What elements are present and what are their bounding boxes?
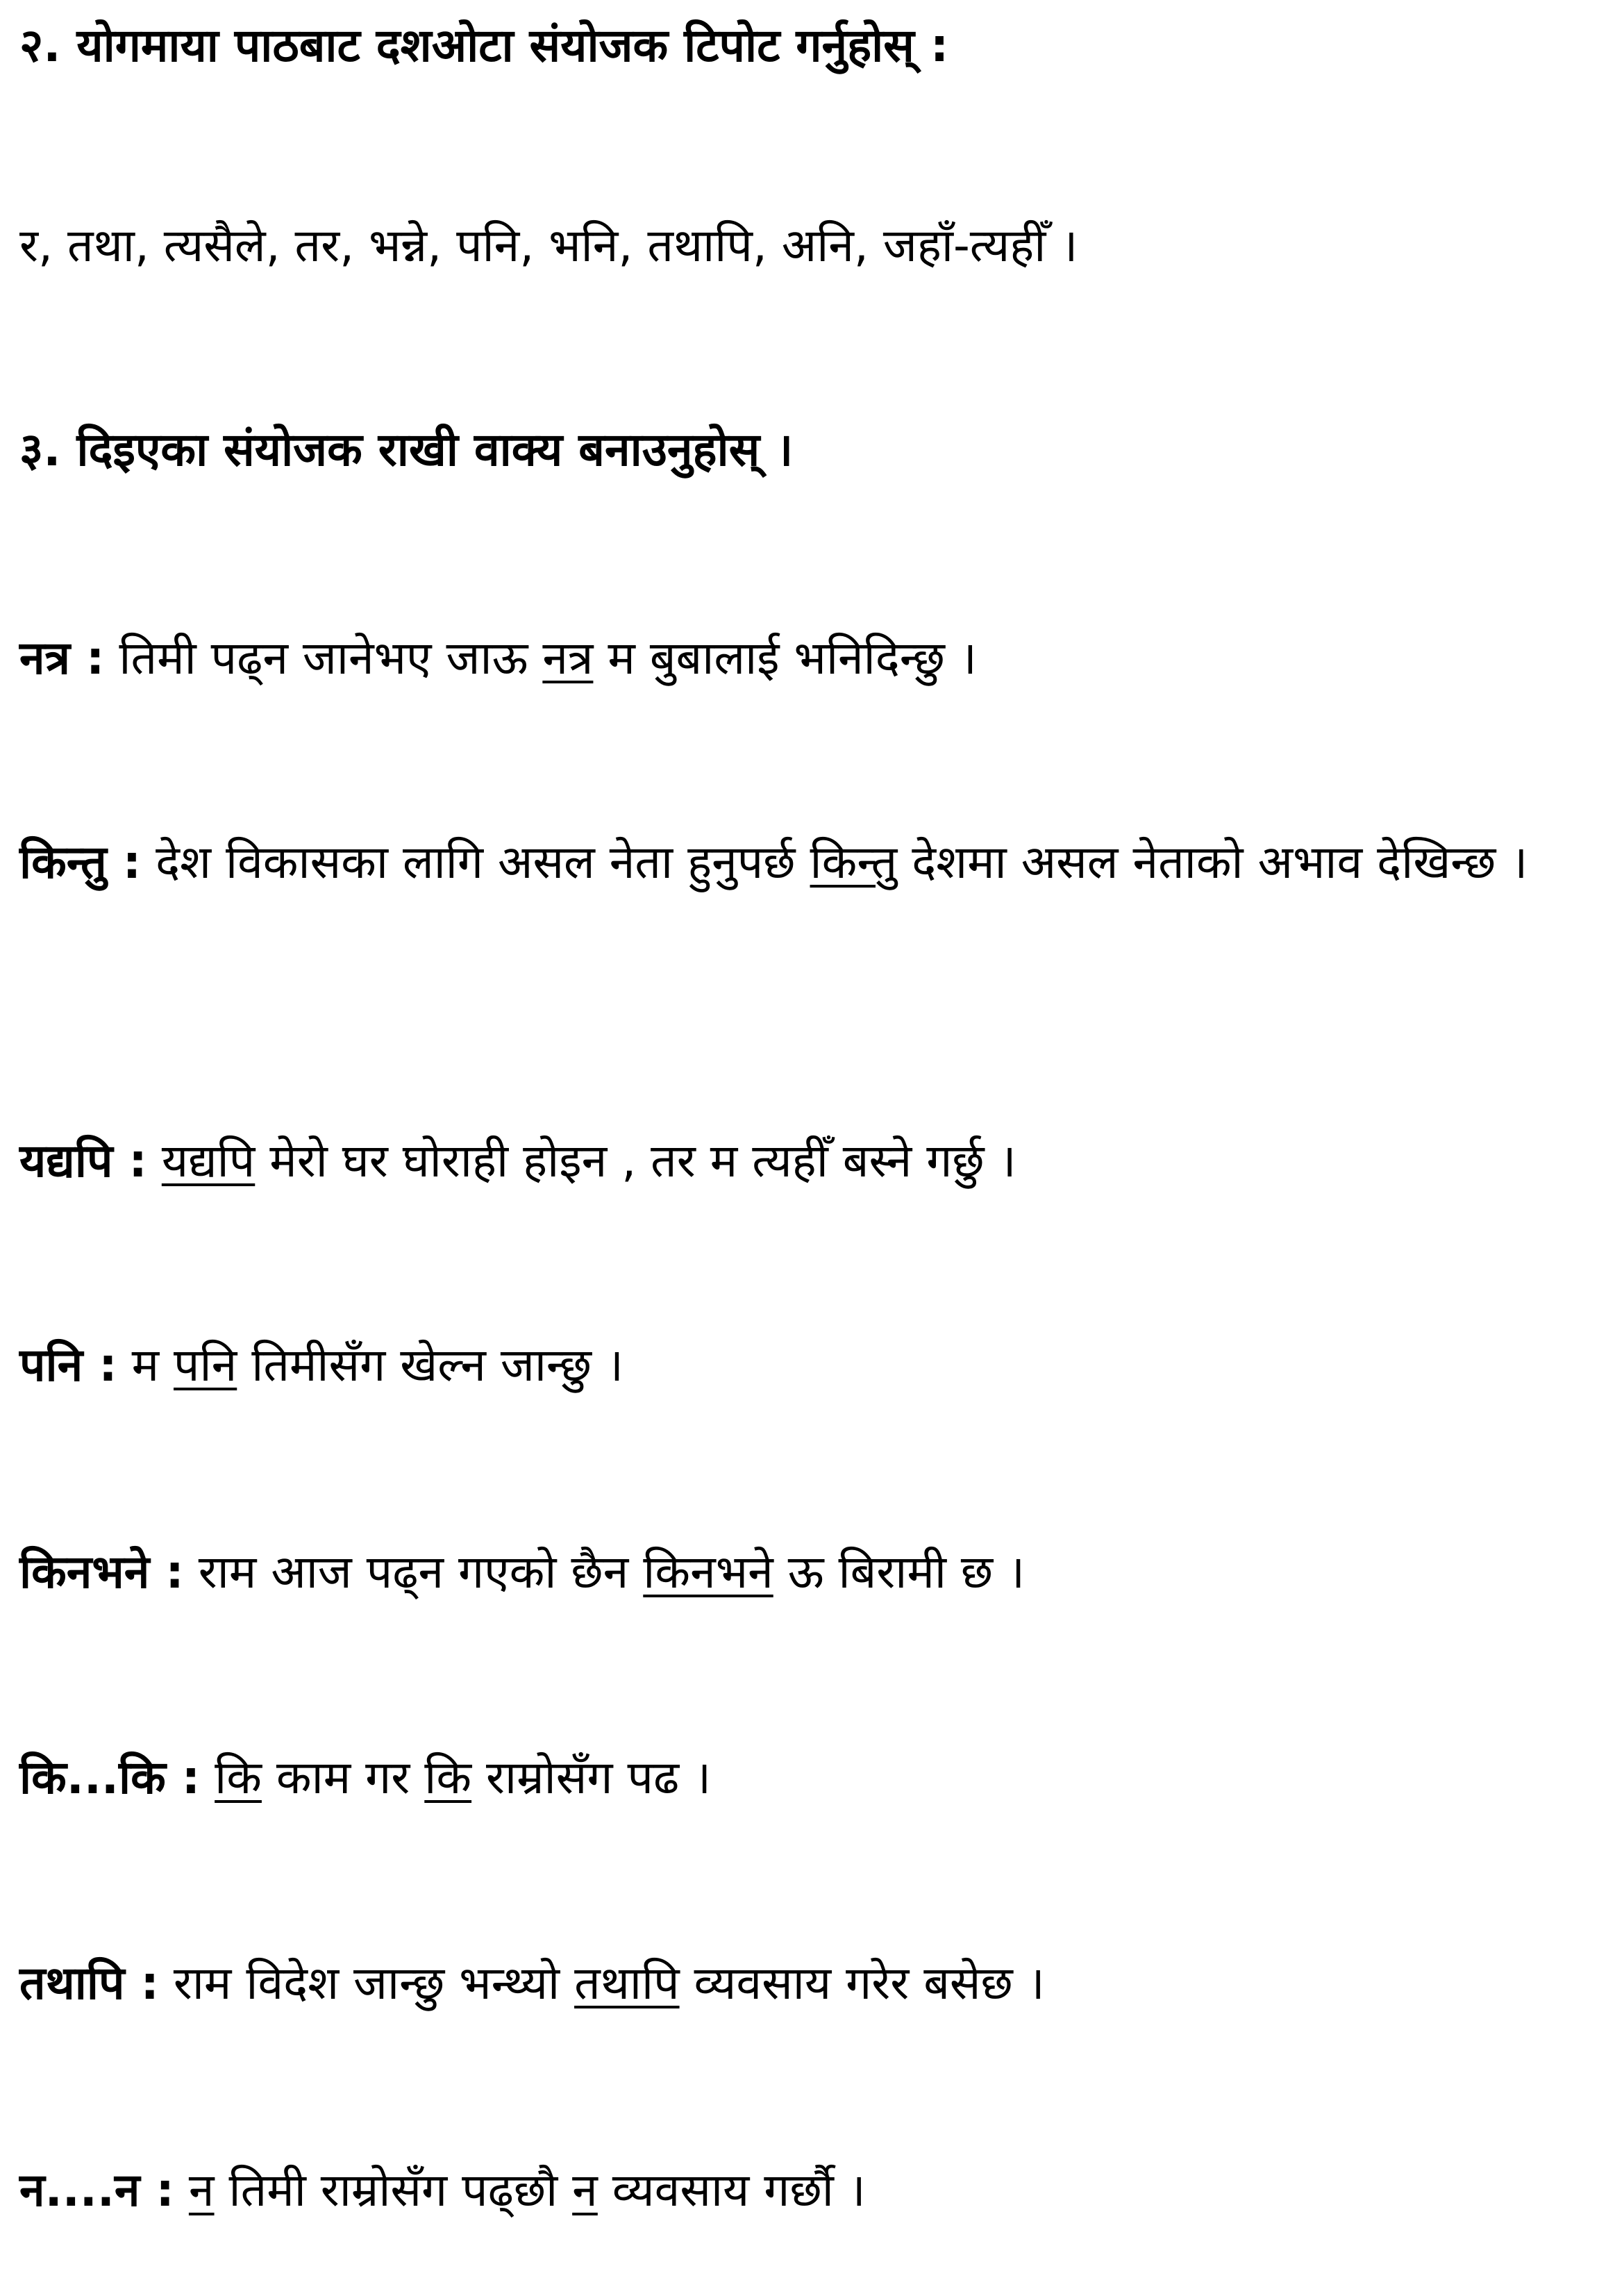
section-3-heading: ३. दिइएका संयोजक राखी वाक्य बनाउनुहोस् । xyxy=(19,423,794,476)
conjunction-term: पनि : xyxy=(19,1338,117,1392)
underlined-conjunction: कि xyxy=(424,1751,472,1804)
sentence-text: देश विकासका लागि असल नेता हुनुपर्छ xyxy=(141,835,810,889)
example-sentence xyxy=(19,2158,866,2222)
underlined-conjunction: किनभने xyxy=(643,1545,773,1599)
sentence-text: तिमीसँग खेल्न जान्छु । xyxy=(237,1338,624,1392)
example-sentence xyxy=(19,1952,1045,2015)
sentence-text: तिमी राम्रोसँग पढ्छौ xyxy=(214,2163,573,2217)
example-sentence xyxy=(19,1540,1025,1604)
sentence-text: मेरो घर घोराही होइन , तर म त्यहीँ बस्ने गर्छु । xyxy=(255,1134,1016,1188)
section-2-heading: २. योगमाया पाठबाट दशओटा संयोजक टिपोट गर्नुहोस् : xyxy=(19,19,949,72)
sentence-text: म बुबालाई भनिदिन्छु । xyxy=(593,631,977,685)
conjunction-term: तथापि : xyxy=(19,1956,159,2010)
sentence-text: राम विदेश जान्छु भन्थ्यो xyxy=(158,1956,575,2010)
conjunction-term: कि...कि : xyxy=(19,1751,201,1804)
sentence-text xyxy=(200,1751,215,1804)
sentence-text: म xyxy=(117,1338,174,1392)
sentence-text xyxy=(174,2163,189,2217)
underlined-conjunction: न xyxy=(188,2163,215,2217)
sentence-text xyxy=(147,1134,162,1188)
document-page xyxy=(19,0,1609,2296)
example-sentence xyxy=(19,626,977,690)
example-sentence xyxy=(19,831,1602,895)
conjunction-term: नत्र : xyxy=(19,631,105,685)
sentence-text: देशमा असल नेताको अभाव देखिन्छ । xyxy=(897,835,1528,889)
sentence-text: राम आज पढ्न गएको छैन xyxy=(183,1545,644,1599)
underlined-conjunction: तथापि xyxy=(574,1956,680,2010)
sentence-text: राम्रोसँग पढ । xyxy=(471,1751,712,1804)
example-sentence xyxy=(19,1333,623,1397)
underlined-conjunction: पनि xyxy=(174,1338,237,1392)
underlined-conjunction: कि xyxy=(215,1751,262,1804)
underlined-conjunction: यद्यपि xyxy=(161,1134,256,1188)
example-sentence xyxy=(19,1746,711,1810)
sentence-text: ऊ बिरामी छ । xyxy=(773,1545,1026,1599)
conjunction-term: किनभने : xyxy=(19,1545,184,1599)
conjunction-term: न....न : xyxy=(19,2163,174,2217)
conjunction-list: र, तथा, त्यसैले, तर, भन्ने, पनि, भनि, तथापि, अनि, जहाँ-त्यहीँ । xyxy=(19,219,1078,272)
conjunction-term: किन्तु : xyxy=(19,835,142,889)
underlined-conjunction: न xyxy=(572,2163,598,2217)
underlined-conjunction: किन्तु xyxy=(810,835,898,889)
sentence-text: व्यवसाय गर्छौ । xyxy=(597,2163,866,2217)
conjunction-term: यद्यपि : xyxy=(19,1134,147,1188)
example-sentence xyxy=(19,1129,1016,1193)
underlined-conjunction: नत्र xyxy=(542,631,594,685)
sentence-text: काम गर xyxy=(261,1751,425,1804)
sentence-text: व्यवसाय गरेर बसेछ । xyxy=(679,1956,1045,2010)
sentence-text: तिमी पढ्न जानेभए जाऊ xyxy=(104,631,543,685)
